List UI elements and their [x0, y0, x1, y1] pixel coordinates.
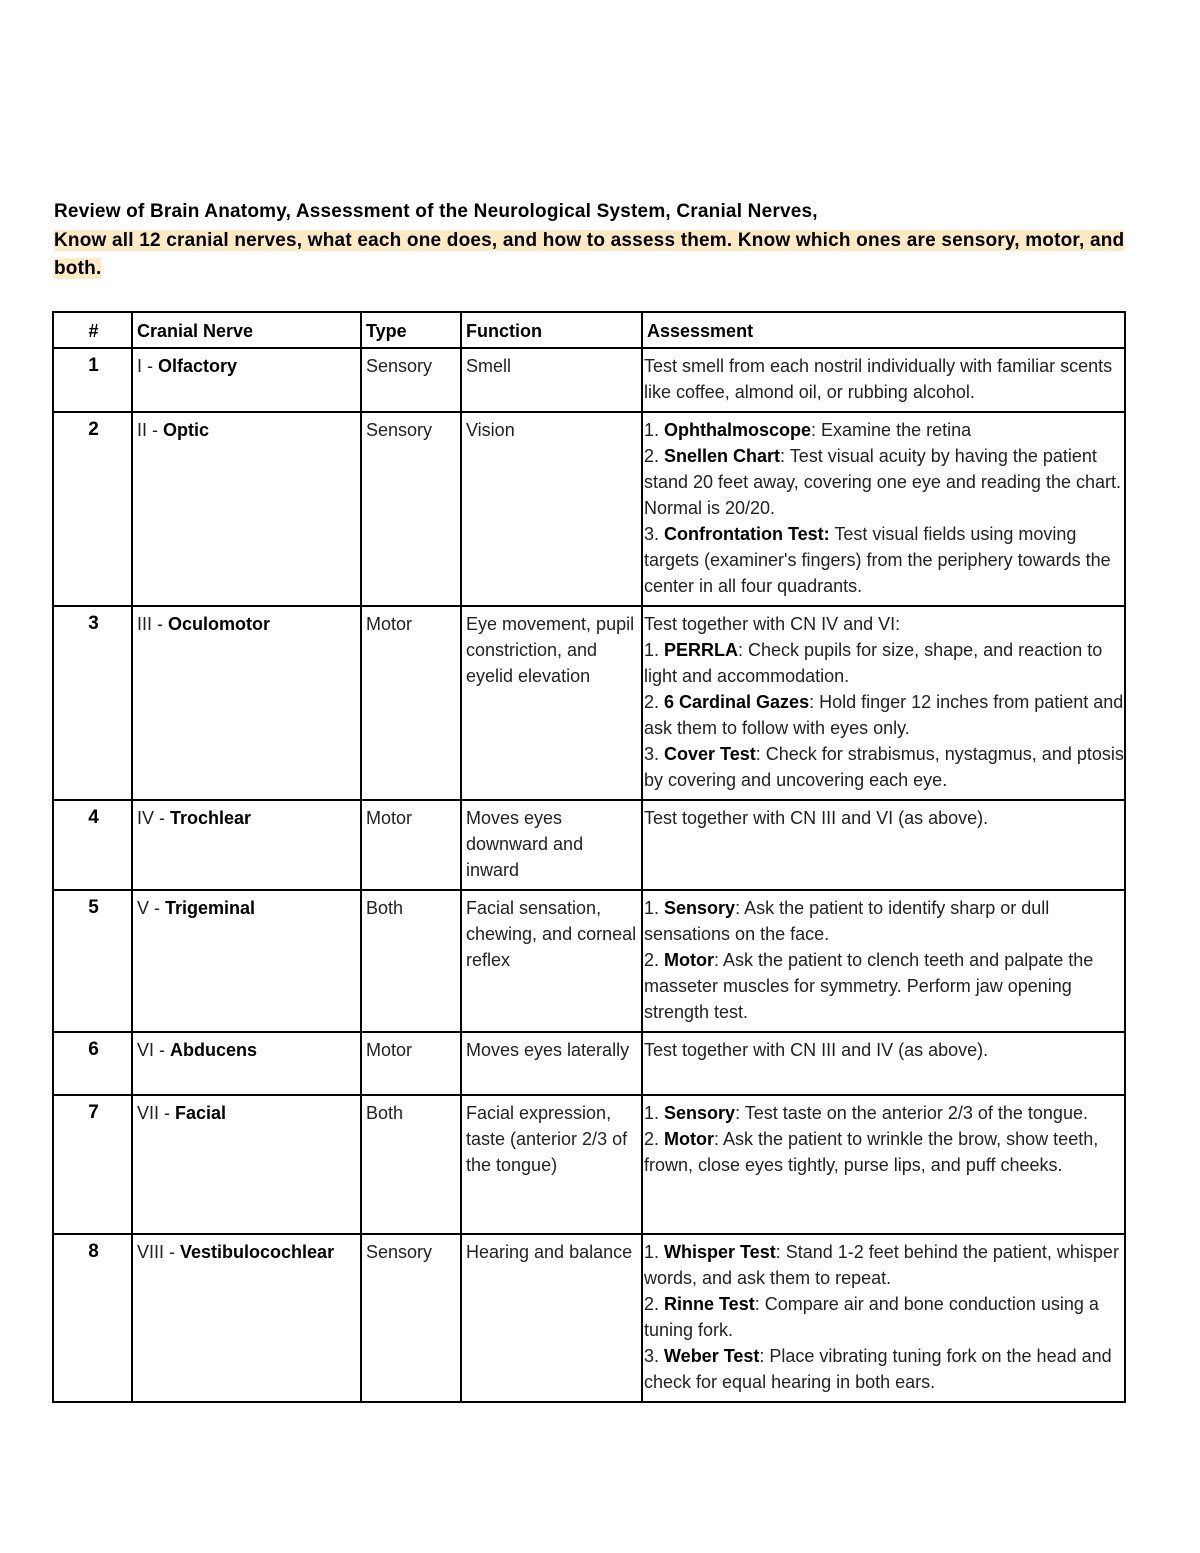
nerve-assessment [642, 348, 1125, 412]
assessment-item [644, 1037, 1124, 1063]
nerve-type-text: Sensory [366, 420, 433, 440]
nerve-number-text: 5 [88, 897, 99, 918]
table-row [53, 348, 1125, 412]
nerve-roman-numeral: I - [137, 356, 158, 376]
nerve-type-text: Motor [366, 1040, 413, 1060]
assessment-item [644, 1239, 1124, 1291]
assessment-item-number: 1. [644, 898, 665, 918]
nerve-name: Facial [175, 1103, 227, 1123]
assessment-item [644, 417, 1124, 443]
nerve-type [361, 1095, 461, 1234]
nerve-number [53, 412, 132, 606]
assessment-item [644, 353, 1124, 405]
assessment-test-name: Sensory [664, 898, 736, 918]
assessment-item-number: 1. [644, 1103, 665, 1123]
page-heading [54, 198, 1134, 284]
assessment-test-name: Sensory [664, 1103, 736, 1123]
nerve-function-text: Hearing and balance [466, 1242, 633, 1262]
nerve-name-cell [132, 412, 361, 606]
cranial-nerves-table [52, 311, 1126, 1403]
nerve-function [461, 1095, 642, 1234]
assessment-test-name: Snellen Chart [664, 446, 781, 466]
nerve-assessment [642, 606, 1125, 800]
assessment-item-number: 1. [644, 420, 665, 440]
assessment-test-name: Cover Test [664, 744, 756, 764]
nerve-roman-numeral: II - [137, 420, 163, 440]
nerve-assessment [642, 412, 1125, 606]
nerve-name: Abducens [170, 1040, 258, 1060]
nerve-number-text: 4 [88, 807, 99, 828]
assessment-item-text: : Ask the patient to clench teeth and palpate the masseter muscles for symmetry. Perform jaw opening strength test. [644, 950, 1094, 1022]
table-row [53, 890, 1125, 1032]
assessment-item-text: Test together with CN III and VI (as above). [644, 808, 989, 828]
table-header-row [53, 312, 1125, 348]
assessment-item [644, 895, 1124, 947]
nerve-function-text: Facial expression, taste (anterior 2/3 of the tongue) [466, 1103, 628, 1175]
assessment-test-name: Rinne Test [664, 1294, 755, 1314]
assessment-item-text: Test together with CN III and IV (as above). [644, 1040, 989, 1060]
table-row [53, 800, 1125, 890]
assessment-item-number: 1. [644, 640, 665, 660]
assessment-test-name: 6 Cardinal Gazes [664, 692, 810, 712]
nerve-number-text: 6 [88, 1039, 99, 1060]
assessment-item-text: : Test visual acuity by having the patient stand 20 feet away, covering one eye and reading the chart. Normal is 20/20. [644, 446, 1121, 518]
nerve-function [461, 890, 642, 1032]
nerve-function [461, 1032, 642, 1095]
assessment-test-name: PERRLA [664, 640, 739, 660]
assessment-item [644, 947, 1124, 1025]
assessment-item [644, 1291, 1124, 1343]
nerve-name: Olfactory [158, 356, 238, 376]
nerve-roman-numeral: VI - [137, 1040, 171, 1060]
assessment-item-text: Test together with CN IV and VI: [644, 614, 901, 634]
table-row [53, 606, 1125, 800]
assessment-item-text: : Examine the retina [811, 420, 972, 440]
assessment-item [644, 443, 1124, 521]
assessment-item [644, 805, 1124, 831]
nerve-number-text: 3 [88, 613, 99, 634]
nerve-roman-numeral: III - [137, 614, 168, 634]
assessment-item-number: 2. [644, 950, 665, 970]
nerve-number [53, 800, 132, 890]
nerve-function [461, 800, 642, 890]
nerve-name-cell [132, 606, 361, 800]
nerve-function-text: Vision [466, 420, 515, 440]
assessment-item [644, 521, 1124, 599]
nerve-assessment [642, 1095, 1125, 1234]
nerve-name-cell [132, 890, 361, 1032]
nerve-function [461, 1234, 642, 1402]
assessment-test-name: Whisper Test [664, 1242, 776, 1262]
table-row [53, 1032, 1125, 1095]
nerve-number-text: 2 [88, 419, 99, 440]
assessment-item-text: : Place vibrating tuning fork on the head and check for equal hearing in both ears. [644, 1346, 1112, 1392]
assessment-test-name: Motor [664, 1129, 714, 1149]
nerve-type [361, 890, 461, 1032]
nerve-function [461, 412, 642, 606]
nerve-type-text: Sensory [366, 356, 433, 376]
assessment-item-number: 2. [644, 1129, 665, 1149]
assessment-item-number: 3. [644, 524, 665, 544]
assessment-test-name: Weber Test [664, 1346, 760, 1366]
nerve-assessment [642, 890, 1125, 1032]
assessment-item-number: 3. [644, 1346, 665, 1366]
assessment-item-text: : Check pupils for size, shape, and reaction to light and accommodation. [644, 640, 1103, 686]
nerve-function-text: Moves eyes laterally [466, 1040, 630, 1060]
nerve-number [53, 1095, 132, 1234]
assessment-item-text: : Test taste on the anterior 2/3 of the tongue. [735, 1103, 1088, 1123]
nerve-name-cell [132, 348, 361, 412]
nerve-type-text: Both [366, 1103, 404, 1123]
assessment-item-number: 3. [644, 744, 665, 764]
assessment-item [644, 1100, 1124, 1126]
nerve-function [461, 606, 642, 800]
nerve-roman-numeral: VIII - [137, 1242, 181, 1262]
assessment-item [644, 741, 1124, 793]
assessment-item-text: Test visual fields using moving targets (examiner's fingers) from the periphery towards the center in all four quadrants. [644, 524, 1111, 596]
nerve-number [53, 890, 132, 1032]
nerve-type-text: Motor [366, 614, 413, 634]
assessment-test-name: Confrontation Test: [664, 524, 830, 544]
nerve-name-cell [132, 1234, 361, 1402]
table-row [53, 1234, 1125, 1402]
nerve-type [361, 1032, 461, 1095]
nerve-function-text: Facial sensation, chewing, and corneal reflex [466, 898, 637, 970]
nerve-number-text: 1 [88, 355, 99, 376]
nerve-name-cell [132, 800, 361, 890]
nerve-type [361, 606, 461, 800]
header-assessment: Assessment [642, 312, 1125, 348]
assessment-item-text: : Hold finger 12 inches from patient and ask them to follow with eyes only. [644, 692, 1124, 738]
nerve-type-text: Sensory [366, 1242, 433, 1262]
table-row [53, 412, 1125, 606]
assessment-item-number: 1. [644, 1242, 665, 1262]
header-type: Type [361, 312, 461, 348]
nerve-function-text: Moves eyes downward and inward [466, 808, 584, 880]
header-cranial-nerve: Cranial Nerve [132, 312, 361, 348]
assessment-item-text: Test smell from each nostril individually with familiar scents like coffee, almond oil, or rubbing alcohol. [644, 356, 1113, 402]
nerve-name-cell [132, 1095, 361, 1234]
assessment-item-text: : Compare air and bone conduction using a tuning fork. [644, 1294, 1099, 1340]
nerve-number-text: 7 [88, 1102, 99, 1123]
nerve-roman-numeral: IV - [137, 808, 171, 828]
assessment-item [644, 689, 1124, 741]
nerve-name: Trigeminal [165, 898, 256, 918]
nerve-function [461, 348, 642, 412]
heading-title: Review of Brain Anatomy, Assessment of the Neurological System, Cranial Nerves, [54, 201, 818, 222]
nerve-assessment [642, 1032, 1125, 1095]
nerve-roman-numeral: V - [137, 898, 166, 918]
assessment-item [644, 611, 1124, 637]
assessment-item [644, 1343, 1124, 1395]
assessment-item-number: 2. [644, 446, 665, 466]
nerve-function-text: Eye movement, pupil constriction, and eyelid elevation [466, 614, 635, 686]
header-function: Function [461, 312, 642, 348]
assessment-test-name: Motor [664, 950, 714, 970]
nerve-assessment [642, 1234, 1125, 1402]
nerve-roman-numeral: VII - [137, 1103, 176, 1123]
header-number: # [53, 312, 132, 348]
assessment-item [644, 637, 1124, 689]
nerve-type [361, 348, 461, 412]
nerve-name: Optic [163, 420, 210, 440]
nerve-number [53, 348, 132, 412]
assessment-item-number: 2. [644, 692, 665, 712]
nerve-assessment [642, 800, 1125, 890]
nerve-name: Oculomotor [168, 614, 270, 634]
nerve-name: Trochlear [170, 808, 252, 828]
assessment-test-name: Ophthalmoscope [664, 420, 812, 440]
nerve-number [53, 1032, 132, 1095]
assessment-item-text: : Ask the patient to identify sharp or dull sensations on the face. [644, 898, 1050, 944]
nerve-type [361, 1234, 461, 1402]
nerve-type [361, 800, 461, 890]
assessment-item [644, 1126, 1124, 1178]
nerve-name: Vestibulocochlear [180, 1242, 335, 1262]
assessment-item-text: : Stand 1-2 feet behind the patient, whisper words, and ask them to repeat. [644, 1242, 1119, 1288]
nerve-name-cell [132, 1032, 361, 1095]
assessment-item-text: : Ask the patient to wrinkle the brow, show teeth, frown, close eyes tightly, purse lips, and puff cheeks. [644, 1129, 1099, 1175]
nerve-type [361, 412, 461, 606]
nerve-number-text: 8 [88, 1241, 99, 1262]
assessment-item-text: : Check for strabismus, nystagmus, and ptosis by covering and uncovering each eye. [644, 744, 1124, 790]
table-row [53, 1095, 1125, 1234]
nerve-type-text: Motor [366, 808, 413, 828]
nerve-number [53, 606, 132, 800]
nerve-type-text: Both [366, 898, 404, 918]
heading-highlight: Know all 12 cranial nerves, what each one does, and how to assess them. Know which ones are sensory, motor, and both. [54, 229, 1125, 279]
assessment-item-number: 2. [644, 1294, 665, 1314]
nerve-function-text: Smell [466, 356, 512, 376]
nerve-number [53, 1234, 132, 1402]
